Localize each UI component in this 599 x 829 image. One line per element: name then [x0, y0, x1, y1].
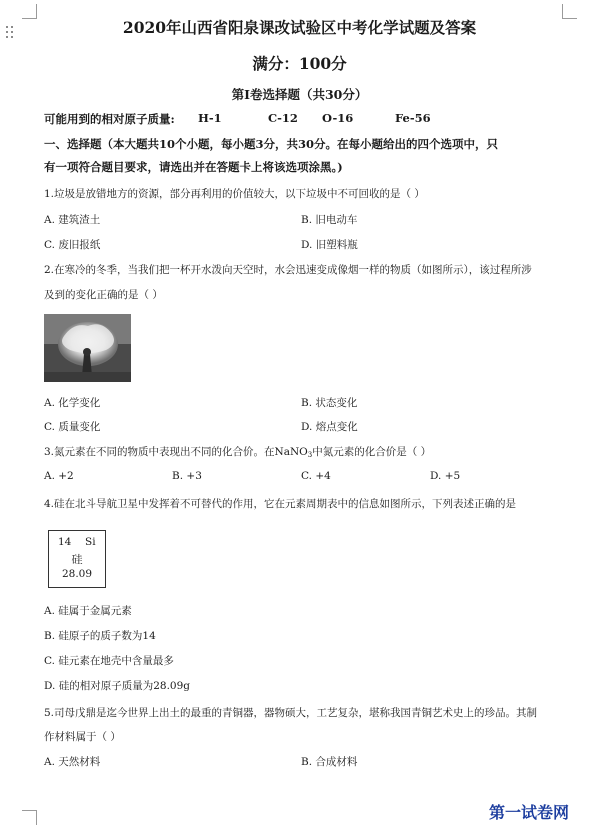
- relative-atomic-mass: 28.09: [61, 568, 93, 580]
- atomic-mass-h: H-1: [198, 111, 222, 125]
- q2-option-b[interactable]: B. 状态变化: [301, 397, 358, 409]
- q3-option-d[interactable]: D. +5: [430, 470, 461, 482]
- q4-option-b[interactable]: B. 硅原子的质子数为14: [44, 630, 156, 642]
- q2-option-a[interactable]: A. 化学变化: [44, 397, 101, 409]
- atomic-mass-fe: Fe-56: [395, 111, 431, 125]
- q1-option-c[interactable]: C. 废旧报纸: [44, 239, 101, 251]
- q3-stem-before: 3.氮元素在不同的物质中表现出不同的化合价。在NaNO: [44, 446, 308, 458]
- q3-stem-subscript: 3: [307, 451, 313, 459]
- instructions-line-2: 有一项符合题目要求，请选出并在答题卡上将该选项涂黑。): [44, 160, 343, 174]
- element-symbol: Si: [85, 536, 96, 548]
- instructions-line-1: 一、选择题（本大题共10个小题，每小题3分，共30分。在每小题给出的四个选项中，只: [44, 137, 499, 151]
- atomic-mass-c: C-12: [268, 111, 298, 125]
- q1-option-d[interactable]: D. 旧塑料瓶: [301, 239, 358, 251]
- q4-option-d[interactable]: D. 硅的相对原子质量为28.09g: [44, 680, 190, 692]
- q3-stem-after: 中氮元素的化合价是（ ）: [312, 446, 432, 458]
- q5-option-a[interactable]: A. 天然材料: [44, 756, 101, 768]
- question-2-stem-line-1: 2.在寒冷的冬季，当我们把一杯开水泼向天空时，水会迅速变成像烟一样的物质（如图所示），该过程所涉: [44, 264, 532, 276]
- site-watermark: 第一试卷网: [489, 803, 570, 822]
- q1-option-b[interactable]: B. 旧电动车: [301, 214, 358, 226]
- q4-option-a[interactable]: A. 硅属于金属元素: [44, 605, 132, 617]
- boiling-water-mist-photo: [44, 314, 131, 382]
- q5-option-b[interactable]: B. 合成材料: [301, 756, 358, 768]
- periodic-table-cell-silicon: [48, 530, 106, 588]
- atomic-number: 14: [58, 536, 72, 548]
- page-title: 2020年山西省阳泉课改试验区中考化学试题及答案: [122, 18, 477, 37]
- q4-option-c[interactable]: C. 硅元素在地壳中含量最多: [44, 655, 174, 667]
- q3-option-b[interactable]: B. +3: [172, 470, 202, 482]
- q3-option-c[interactable]: C. +4: [301, 470, 331, 482]
- question-5-stem-line-1: 5.司母戊鼎是迄今世界上出土的最重的青铜器，器物硕大，工艺复杂，堪称我国青铜艺术史上的珍品。其制: [44, 707, 538, 719]
- q1-option-a[interactable]: A. 建筑渣土: [44, 214, 101, 226]
- element-name: 硅: [71, 553, 83, 566]
- q2-option-c[interactable]: C. 质量变化: [44, 421, 101, 433]
- atomic-mass-label: 可能用到的相对原子质量:: [44, 112, 175, 126]
- question-4-stem: 4.硅在北斗导航卫星中发挥着不可替代的作用，它在元素周期表中的信息如图所示，下列表述正确的是: [44, 498, 517, 510]
- q2-option-d[interactable]: D. 熔点变化: [301, 421, 358, 433]
- crop-mark-bottom-left: [22, 810, 37, 825]
- section-heading: 第Ⅰ卷选择题（共30分）: [231, 87, 368, 102]
- question-5-stem-line-2: 作材料属于（ ）: [44, 731, 121, 743]
- atomic-mass-o: O-16: [322, 111, 354, 125]
- q3-option-a[interactable]: A. +2: [44, 470, 74, 482]
- full-score: 满分：100分: [252, 54, 347, 73]
- question-1-stem: 1.垃圾是放错地方的资源，部分再利用的价值较大，以下垃圾中不可回收的是（ ）: [44, 188, 425, 200]
- question-3-stem: [44, 444, 431, 459]
- question-2-stem-line-2: 及到的变化正确的是（ ）: [44, 289, 163, 301]
